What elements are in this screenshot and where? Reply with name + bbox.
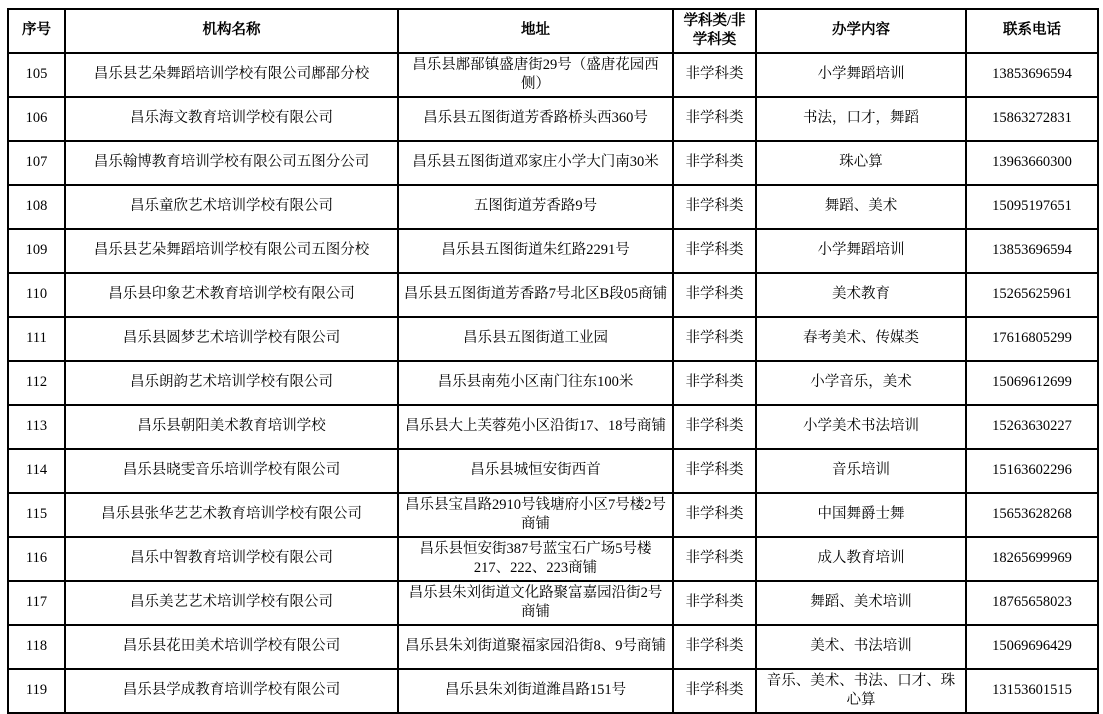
header-row: [8, 9, 1098, 53]
cell-education-content: 舞蹈、美术培训: [756, 581, 966, 625]
cell-address: 昌乐县宝昌路2910号钱塘府小区7号楼2号商铺: [398, 493, 673, 537]
table-row: [8, 669, 1098, 713]
cell-contact-phone: 15653628268: [966, 493, 1098, 537]
table-row: [8, 141, 1098, 185]
cell-contact-phone: 15095197651: [966, 185, 1098, 229]
cell-subject-category: 非学科类: [673, 229, 756, 273]
cell-education-content: 小学音乐，美术: [756, 361, 966, 405]
cell-serial-number: 109: [8, 229, 65, 273]
header-address: 地址: [398, 9, 673, 53]
cell-education-content: 美术教育: [756, 273, 966, 317]
cell-serial-number: 108: [8, 185, 65, 229]
cell-institution-name: 昌乐县圆梦艺术培训学校有限公司: [65, 317, 398, 361]
table-row: [8, 493, 1098, 537]
cell-contact-phone: 13963660300: [966, 141, 1098, 185]
cell-serial-number: 119: [8, 669, 65, 713]
cell-education-content: 音乐、美术、书法、口才、珠心算: [756, 669, 966, 713]
table-body: [8, 53, 1098, 713]
cell-institution-name: 昌乐美艺艺术培训学校有限公司: [65, 581, 398, 625]
cell-institution-name: 昌乐县花田美术培训学校有限公司: [65, 625, 398, 669]
table-row: [8, 405, 1098, 449]
header-subject-category: 学科类/非学科类: [673, 9, 756, 53]
table-row: [8, 229, 1098, 273]
cell-education-content: 美术、书法培训: [756, 625, 966, 669]
cell-serial-number: 105: [8, 53, 65, 97]
cell-address: 昌乐县五图街道工业园: [398, 317, 673, 361]
table-row: [8, 625, 1098, 669]
cell-subject-category: 非学科类: [673, 493, 756, 537]
cell-address: 昌乐县五图街道邓家庄小学大门南30米: [398, 141, 673, 185]
header-contact-phone: 联系电话: [966, 9, 1098, 53]
cell-institution-name: 昌乐县张华艺艺术教育培训学校有限公司: [65, 493, 398, 537]
cell-education-content: 小学舞蹈培训: [756, 229, 966, 273]
cell-contact-phone: 18265699969: [966, 537, 1098, 581]
table-header: [8, 9, 1098, 53]
header-serial-number: 序号: [8, 9, 65, 53]
table-row: [8, 537, 1098, 581]
cell-address: 五图街道芳香路9号: [398, 185, 673, 229]
cell-institution-name: 昌乐县朝阳美术教育培训学校: [65, 405, 398, 449]
cell-serial-number: 114: [8, 449, 65, 493]
cell-contact-phone: 17616805299: [966, 317, 1098, 361]
cell-contact-phone: 15265625961: [966, 273, 1098, 317]
cell-subject-category: 非学科类: [673, 361, 756, 405]
cell-subject-category: 非学科类: [673, 449, 756, 493]
cell-subject-category: 非学科类: [673, 405, 756, 449]
cell-subject-category: 非学科类: [673, 53, 756, 97]
cell-contact-phone: 15263630227: [966, 405, 1098, 449]
cell-address: 昌乐县南苑小区南门往东100米: [398, 361, 673, 405]
table-row: [8, 581, 1098, 625]
cell-institution-name: 昌乐县学成教育培训学校有限公司: [65, 669, 398, 713]
cell-education-content: 中国舞爵士舞: [756, 493, 966, 537]
cell-address: 昌乐县朱刘街道聚福家园沿街8、9号商铺: [398, 625, 673, 669]
cell-institution-name: 昌乐翰博教育培训学校有限公司五图分公司: [65, 141, 398, 185]
cell-subject-category: 非学科类: [673, 141, 756, 185]
cell-contact-phone: 15069612699: [966, 361, 1098, 405]
cell-address: 昌乐县五图街道朱红路2291号: [398, 229, 673, 273]
cell-serial-number: 107: [8, 141, 65, 185]
cell-address: 昌乐县大上芙蓉苑小区沿街17、18号商铺: [398, 405, 673, 449]
cell-subject-category: 非学科类: [673, 537, 756, 581]
cell-subject-category: 非学科类: [673, 185, 756, 229]
cell-serial-number: 106: [8, 97, 65, 141]
table-row: [8, 273, 1098, 317]
cell-serial-number: 118: [8, 625, 65, 669]
cell-address: 昌乐县五图街道芳香路7号北区B段05商铺: [398, 273, 673, 317]
cell-serial-number: 112: [8, 361, 65, 405]
cell-address: 昌乐县朱刘街道文化路聚富嘉园沿街2号商铺: [398, 581, 673, 625]
cell-institution-name: 昌乐中智教育培训学校有限公司: [65, 537, 398, 581]
cell-education-content: 珠心算: [756, 141, 966, 185]
cell-address: 昌乐县五图街道芳香路桥头西360号: [398, 97, 673, 141]
header-institution-name: 机构名称: [65, 9, 398, 53]
cell-contact-phone: 13853696594: [966, 229, 1098, 273]
cell-institution-name: 昌乐县晓雯音乐培训学校有限公司: [65, 449, 398, 493]
cell-education-content: 书法，口才，舞蹈: [756, 97, 966, 141]
cell-contact-phone: 18765658023: [966, 581, 1098, 625]
cell-serial-number: 111: [8, 317, 65, 361]
cell-address: 昌乐县朱刘街道潍昌路151号: [398, 669, 673, 713]
cell-contact-phone: 15863272831: [966, 97, 1098, 141]
cell-subject-category: 非学科类: [673, 625, 756, 669]
table-row: [8, 317, 1098, 361]
cell-subject-category: 非学科类: [673, 581, 756, 625]
table-row: [8, 185, 1098, 229]
cell-education-content: 小学舞蹈培训: [756, 53, 966, 97]
header-education-content: 办学内容: [756, 9, 966, 53]
cell-subject-category: 非学科类: [673, 97, 756, 141]
cell-education-content: 音乐培训: [756, 449, 966, 493]
cell-institution-name: 昌乐县艺朵舞蹈培训学校有限公司鄌郚分校: [65, 53, 398, 97]
table-row: [8, 449, 1098, 493]
cell-contact-phone: 15069696429: [966, 625, 1098, 669]
cell-serial-number: 116: [8, 537, 65, 581]
cell-subject-category: 非学科类: [673, 669, 756, 713]
table-row: [8, 361, 1098, 405]
cell-institution-name: 昌乐县印象艺术教育培训学校有限公司: [65, 273, 398, 317]
cell-serial-number: 117: [8, 581, 65, 625]
cell-address: 昌乐县城恒安街西首: [398, 449, 673, 493]
cell-address: 昌乐县鄌郚镇盛唐街29号（盛唐花园西侧）: [398, 53, 673, 97]
cell-institution-name: 昌乐县艺朵舞蹈培训学校有限公司五图分校: [65, 229, 398, 273]
cell-serial-number: 115: [8, 493, 65, 537]
cell-contact-phone: 13853696594: [966, 53, 1098, 97]
cell-education-content: 成人教育培训: [756, 537, 966, 581]
cell-education-content: 舞蹈、美术: [756, 185, 966, 229]
training-institutions-table: [7, 8, 1099, 714]
cell-contact-phone: 15163602296: [966, 449, 1098, 493]
cell-institution-name: 昌乐海文教育培训学校有限公司: [65, 97, 398, 141]
cell-subject-category: 非学科类: [673, 273, 756, 317]
table-row: [8, 53, 1098, 97]
cell-address: 昌乐县恒安街387号蓝宝石广场5号楼217、222、223商铺: [398, 537, 673, 581]
cell-contact-phone: 13153601515: [966, 669, 1098, 713]
cell-serial-number: 113: [8, 405, 65, 449]
cell-education-content: 春考美术、传媒类: [756, 317, 966, 361]
table-row: [8, 97, 1098, 141]
cell-subject-category: 非学科类: [673, 317, 756, 361]
cell-institution-name: 昌乐童欣艺术培训学校有限公司: [65, 185, 398, 229]
cell-education-content: 小学美术书法培训: [756, 405, 966, 449]
cell-serial-number: 110: [8, 273, 65, 317]
cell-institution-name: 昌乐朗韵艺术培训学校有限公司: [65, 361, 398, 405]
